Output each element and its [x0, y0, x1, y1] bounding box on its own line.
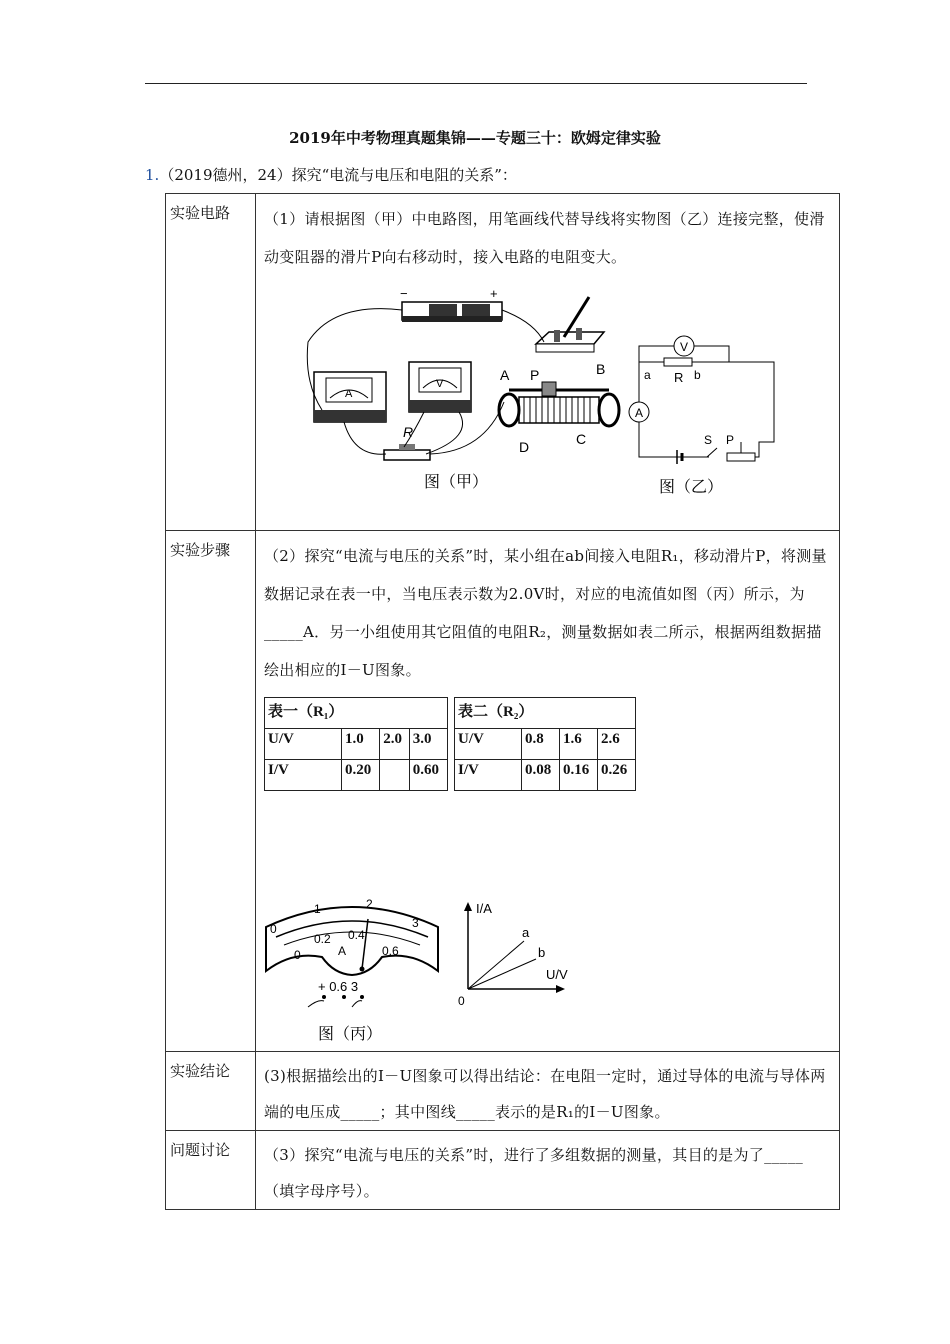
dial-top-3: 3 — [412, 916, 419, 930]
switch-icon — [536, 297, 604, 352]
row-circuit — [166, 194, 840, 531]
label-conclusion: 实验结论 — [166, 1052, 256, 1131]
schematic-S: S — [704, 433, 713, 447]
dial-top-2: 2 — [366, 899, 373, 911]
page-title: 2019年中考物理真题集锦——专题三十：欧姆定律实验 — [289, 129, 661, 147]
label-R: R — [403, 424, 414, 440]
table-two-i-label: I/V — [455, 760, 522, 791]
data-tables — [264, 697, 833, 791]
steps-text: （2）探究“电流与电压的关系”时，某小组在ab间接入电阻R₁，移动滑片P，将测量数据记录在表一中，当电压表示数为2.0V时，对应的电流值如图（丙）所示，为_____A．另一小组使用其它阻值的电阻R₂，测量数据如表二所示，根据两组数据描绘出相应的I－U图象。 — [264, 547, 827, 679]
label-P: P — [530, 367, 540, 383]
table-one-i-2 — [380, 760, 410, 791]
schematic-A: A — [635, 406, 644, 420]
dial-unit: A — [338, 944, 347, 958]
resistor-symbol — [664, 358, 692, 366]
table-one-u-label: U/V — [265, 729, 342, 760]
dial-bottom-02: 0.2 — [314, 932, 331, 946]
content-conclusion — [256, 1052, 840, 1131]
schematic-b: b — [694, 368, 701, 382]
conclusion-text: (3)根据描绘出的I－U图象可以得出结论：在电阻一定时，通过导体的电流与导体两端的电压成_____；其中图线_____表示的是R₁的I－U图象。 — [264, 1067, 826, 1121]
dial-terminals: + 0.6 3 — [318, 979, 359, 994]
schematic-a: a — [644, 368, 651, 382]
schematic-R: R — [674, 370, 684, 385]
voltmeter-letter: V — [436, 378, 444, 390]
table-two — [454, 697, 636, 791]
battery-plus: + — [490, 286, 498, 301]
label-A: A — [500, 367, 510, 383]
table-two-u-3: 2.6 — [598, 729, 636, 760]
label-D: D — [519, 439, 530, 455]
table-one-title: 表一（R₁） — [265, 698, 448, 729]
dial-bottom-06: 0.6 — [382, 944, 399, 958]
header-rule — [145, 83, 807, 84]
graph-label-a: a — [522, 925, 530, 940]
meter-and-graph — [262, 899, 602, 1049]
graph-xlabel: U/V — [546, 967, 568, 982]
fig-jia-caption: 图（甲） — [424, 474, 489, 491]
graph-line-a — [468, 941, 524, 989]
resistor-icon — [384, 444, 430, 460]
dial-top-1: 1 — [314, 902, 321, 916]
table-one-u-2: 2.0 — [380, 729, 410, 760]
graph-label-b: b — [538, 945, 546, 960]
table-two-u-label: U/V — [455, 729, 522, 760]
content-steps — [256, 531, 840, 1052]
table-two-i-2: 0.16 — [560, 760, 598, 791]
table-one-i-label: I/V — [265, 760, 342, 791]
question-text: （2019德州，24）探究“电流与电压和电阻的关系”： — [159, 166, 517, 184]
row-discussion — [166, 1131, 840, 1210]
table-one-i-1: 0.20 — [342, 760, 380, 791]
dial-top-0: 0 — [270, 922, 277, 936]
circuit-text: （1）请根据图（甲）中电路图，用笔画线代替导线将实物图（乙）连接完整，使滑动变阻器的滑片P向右移动时，接入电路的电阻变大。 — [264, 210, 825, 266]
circuit-figures — [264, 282, 824, 512]
fig-bing-caption: 图（丙） — [318, 1026, 383, 1043]
table-two-u-1: 0.8 — [522, 729, 560, 760]
fig-yi-caption: 图（乙） — [659, 479, 724, 496]
rheostat-icon — [499, 382, 619, 426]
schematic-diagram — [629, 336, 774, 464]
ammeter-letter: A — [345, 388, 353, 400]
table-two-u-2: 1.6 — [560, 729, 598, 760]
table-two-i-1: 0.08 — [522, 760, 560, 791]
schematic-V: V — [680, 340, 689, 354]
table-two-title: 表二（R₂） — [455, 698, 636, 729]
graph-ylabel: I/A — [476, 901, 492, 916]
graph-origin: 0 — [458, 994, 465, 1008]
graph-line-b — [468, 959, 536, 989]
table-one-i-3: 0.60 — [409, 760, 447, 791]
experiment-table — [165, 193, 840, 1210]
table-one — [264, 697, 448, 791]
label-C: C — [576, 431, 587, 447]
table-one-u-1: 1.0 — [342, 729, 380, 760]
content-circuit — [256, 194, 840, 531]
label-B: B — [596, 361, 606, 377]
discussion-text: （3）探究“电流与电压的关系”时，进行了多组数据的测量，其目的是为了_____（填字母序号）。 — [264, 1146, 804, 1200]
table-one-u-3: 3.0 — [409, 729, 447, 760]
row-conclusion — [166, 1052, 840, 1131]
table-two-i-3: 0.26 — [598, 760, 636, 791]
content-discussion — [256, 1131, 840, 1210]
label-steps: 实验步骤 — [166, 531, 256, 1052]
label-discussion: 问题讨论 — [166, 1131, 256, 1210]
battery-minus: − — [400, 286, 408, 301]
dial-bottom-0: 0 — [294, 948, 301, 962]
label-circuit: 实验电路 — [166, 194, 256, 531]
question-line — [145, 164, 517, 185]
schematic-P: P — [726, 433, 735, 447]
question-number: 1. — [145, 166, 160, 184]
battery-icon — [402, 302, 502, 322]
dial-bottom-04: 0.4 — [348, 928, 365, 942]
row-steps — [166, 531, 840, 1052]
